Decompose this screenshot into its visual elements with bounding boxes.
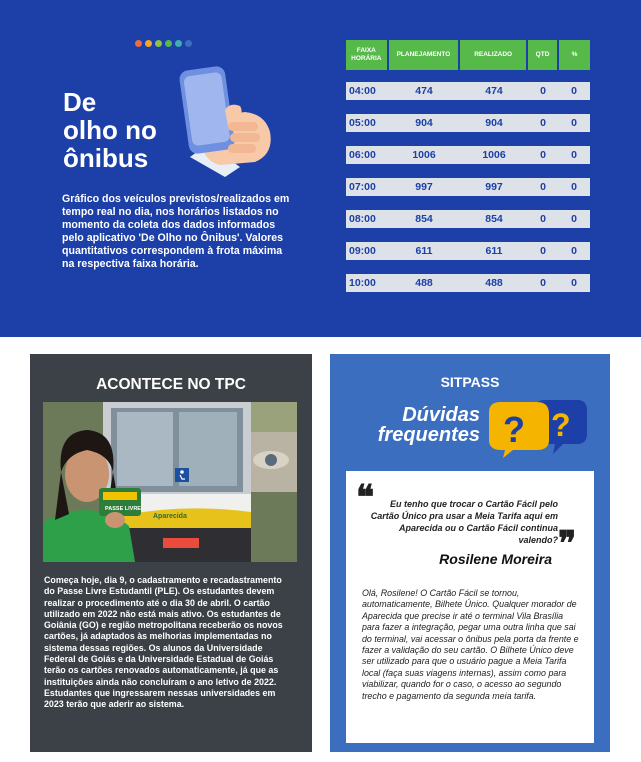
table-row xyxy=(346,242,590,260)
cell-pct: 0 xyxy=(571,213,577,225)
cell-time: 07:00 xyxy=(349,181,376,193)
cell-pct: 0 xyxy=(571,149,577,161)
cell-done: 1006 xyxy=(482,149,506,161)
dot-3 xyxy=(155,40,162,47)
table-row xyxy=(346,146,590,164)
header-qtd: QTD xyxy=(528,40,557,70)
cell-qtd: 0 xyxy=(540,181,546,193)
banner-title-line3: ônibus xyxy=(63,143,149,173)
table-row xyxy=(346,114,590,132)
cell-done: 488 xyxy=(485,277,503,289)
cell-pct: 0 xyxy=(571,85,577,97)
bus-side-text: Aparecida xyxy=(153,513,187,520)
cell-qtd: 0 xyxy=(540,117,546,129)
cell-time: 05:00 xyxy=(349,117,376,129)
header-planejamento: PLANEJAMENTO xyxy=(389,40,459,70)
dot-6 xyxy=(185,40,192,47)
faq-title xyxy=(358,405,480,445)
faq-title-line1: Dúvidas xyxy=(402,404,480,426)
cell-planned: 488 xyxy=(415,277,433,289)
faq-question: Eu tenho que trocar o Cartão Fácil pelo Cartão Único pra usar a Meia Tarifa aqui em Aparecida ou o Cartão Fácil continua valendo? xyxy=(370,499,558,545)
cell-pct: 0 xyxy=(571,117,577,129)
cell-done: 997 xyxy=(485,181,503,193)
news-heading: ACONTECE NO TPC xyxy=(96,376,246,393)
schedule-table xyxy=(346,40,590,306)
question-bubbles-icon xyxy=(487,398,587,458)
acontece-no-tpc-card xyxy=(30,354,312,752)
dot-5 xyxy=(175,40,182,47)
cell-time: 09:00 xyxy=(349,245,376,257)
cell-planned: 474 xyxy=(415,85,433,97)
sitpass-brand: SITPASS xyxy=(440,374,500,390)
dot-1 xyxy=(135,40,142,47)
card-label: PASSE LIVRE xyxy=(105,506,141,512)
header-realizado: REALIZADO xyxy=(460,40,526,70)
cell-planned: 611 xyxy=(415,245,433,257)
cell-done: 854 xyxy=(485,213,503,225)
dot-2 xyxy=(145,40,152,47)
schedule-header xyxy=(346,40,590,70)
cell-planned: 997 xyxy=(415,181,433,193)
cell-qtd: 0 xyxy=(540,149,546,161)
sitpass-faq-card xyxy=(330,354,610,752)
header-faixa-horaria: FAIXA HORÁRIA xyxy=(346,40,387,70)
color-dots xyxy=(135,40,192,47)
cell-time: 10:00 xyxy=(349,277,376,289)
cell-done: 611 xyxy=(485,245,503,257)
header-percent: % xyxy=(559,40,590,70)
faq-box xyxy=(346,471,594,743)
cell-qtd: 0 xyxy=(540,277,546,289)
cell-qtd: 0 xyxy=(540,85,546,97)
cell-planned: 1006 xyxy=(412,149,436,161)
cell-pct: 0 xyxy=(571,181,577,193)
student-bus-photo xyxy=(43,402,297,562)
cell-time: 04:00 xyxy=(349,85,376,97)
table-row xyxy=(346,274,590,292)
svg-text:?: ? xyxy=(551,407,571,443)
cell-planned: 854 xyxy=(415,213,433,225)
schedule-rows xyxy=(346,82,590,292)
cell-planned: 904 xyxy=(415,117,433,129)
cell-done: 474 xyxy=(485,85,503,97)
cell-done: 904 xyxy=(485,117,503,129)
close-quote-icon: ❞ xyxy=(558,524,577,564)
table-row xyxy=(346,210,590,228)
dot-4 xyxy=(165,40,172,47)
cell-qtd: 0 xyxy=(540,245,546,257)
cell-qtd: 0 xyxy=(540,213,546,225)
table-row xyxy=(346,82,590,100)
faq-asker: Rosilene Moreira xyxy=(439,551,552,567)
open-quote-icon: ❝ xyxy=(356,478,375,518)
hand-phone-icon xyxy=(170,62,280,177)
cell-time: 08:00 xyxy=(349,213,376,225)
banner-title-line1: De xyxy=(63,87,97,117)
cell-pct: 0 xyxy=(571,277,577,289)
news-body: Começa hoje, dia 9, o cadastramento e recadastramento do Passe Livre Estudantil (PLE). Os estudantes devem realizar o procedimento até o dia 30 de abril. O cartão utilizado em 2022 não está mais ativo. Os estudantes de Goiânia (GO) e região metropolitana receberão os novos cartões, já adaptados às melhorias implementadas no sistema dessas regiões. Os alunos da Universidade Federal de Goiás e da Universidade Estadual de Goiás terão os cartões renovados automaticamente, já que as instituições ainda não concluíram o ano letivo de 2022. Estudantes que ingressarem nessas universidades em 2023 terão que aderir ao sistema. xyxy=(44,575,283,710)
table-row xyxy=(346,178,590,196)
banner-description: Gráfico dos veículos previstos/realizados em tempo real no dia, nos horários listados no momento da coleta dos dados informados pelo aplicativo 'De Olho no Ônibus'. Valores quantitativos correspondem à frota máxima na respectiva faixa horária. xyxy=(62,193,290,270)
banner-title-line2: olho no xyxy=(63,115,157,145)
cell-time: 06:00 xyxy=(349,149,376,161)
faq-answer: Olá, Rosilene! O Cartão Fácil se tornou, automaticamente, Bilhete Único. Qualquer morador de Aparecida que precise ir até o terminal Vila Brasília para fazer a integração, pegar uma outra linha que sai do terminal, vai acessar o ônibus pela porta da frente e fazer a validação do seu cartão. O Bilhete Único deve ser utilizado para que o usuário pague a Meia Tarifa local (faça suas viagens internas), assim como para viabilizar, quando for o caso, o acesso ao segundo trecho e pagamento da segunda meia tarifa. xyxy=(362,588,579,701)
faq-title-line2: frequentes xyxy=(377,424,480,446)
cell-pct: 0 xyxy=(571,245,577,257)
svg-text:?: ? xyxy=(503,409,525,450)
de-olho-no-onibus-banner xyxy=(0,0,641,337)
